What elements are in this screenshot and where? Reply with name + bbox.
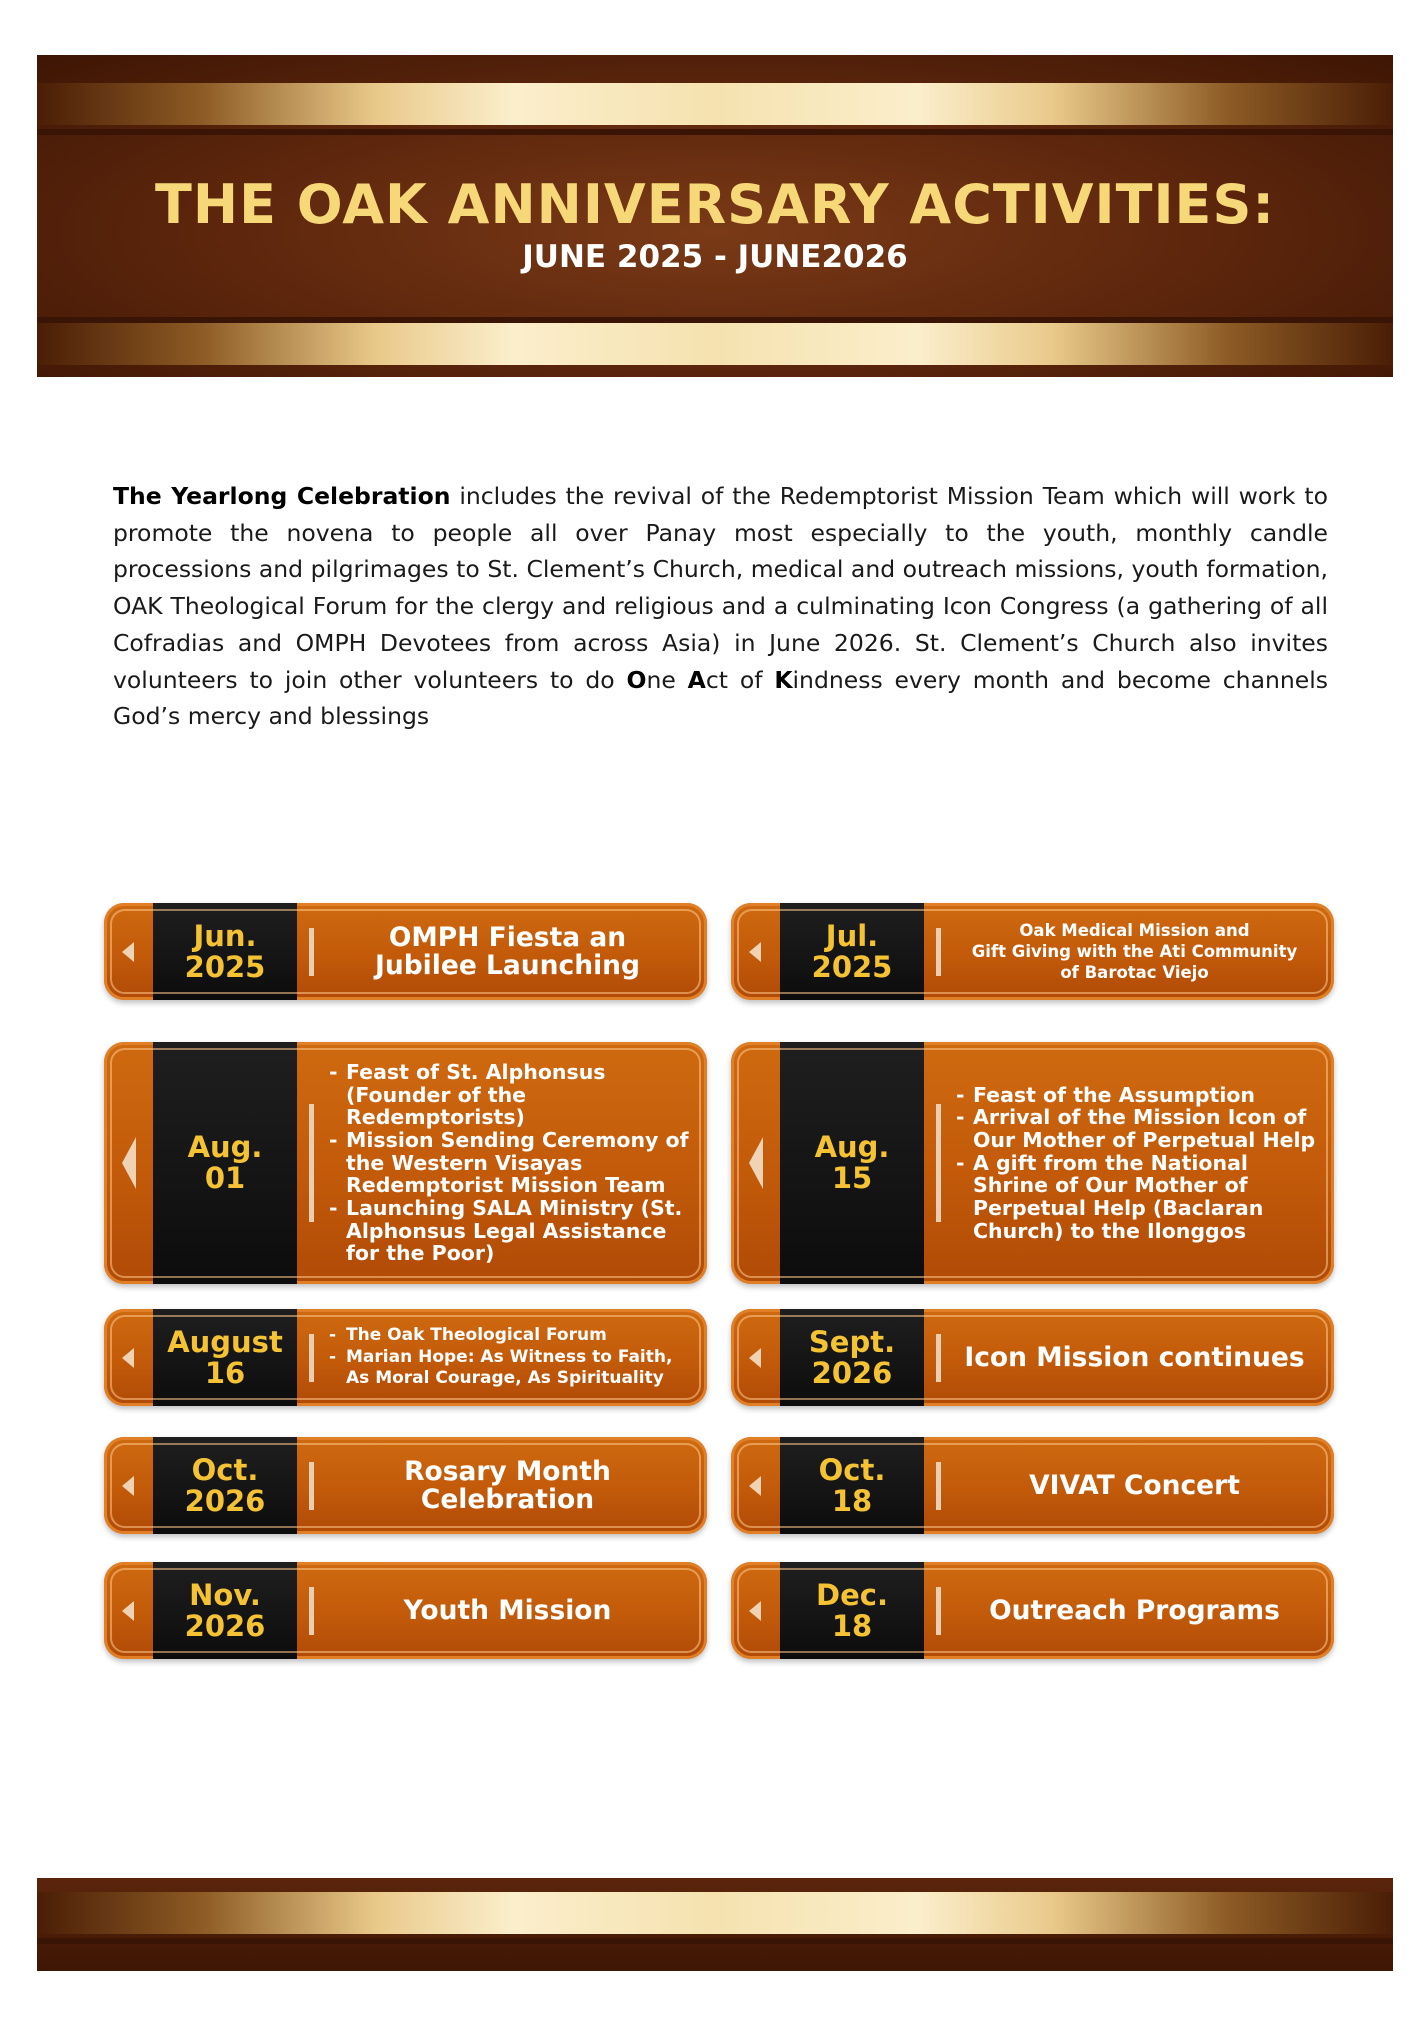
- event-date: [153, 1562, 297, 1659]
- title-line: Celebration: [420, 1483, 595, 1515]
- date-year: 2026: [184, 1608, 266, 1643]
- divider: [936, 1104, 941, 1222]
- event-date: [153, 1309, 297, 1406]
- list-item: - Arrival of the Mission Icon of Our Mother of Perpetual Help: [953, 1106, 1316, 1151]
- event-title: [953, 1562, 1316, 1659]
- list-item: - Feast of the Assumption: [953, 1084, 1316, 1107]
- title-line: VIVAT Concert: [1029, 1469, 1240, 1501]
- event-card-sept-2026: [731, 1309, 1334, 1406]
- event-card-nov-2026: [104, 1562, 707, 1659]
- event-date: [780, 1562, 924, 1659]
- date-month: Oct.: [818, 1452, 886, 1487]
- oak-initial-k: K: [774, 665, 793, 694]
- date-month: Jun.: [193, 918, 257, 953]
- oak-word-one: ne: [646, 665, 688, 694]
- title-line: Jubilee Launching: [374, 949, 641, 981]
- title-line: Gift Giving with the Ati Community: [971, 942, 1298, 961]
- event-card-dec-18: [731, 1562, 1334, 1659]
- date-year: 2025: [811, 949, 893, 984]
- date-month: Aug.: [814, 1130, 890, 1164]
- chevron-left-icon: [122, 1137, 136, 1189]
- oak-word-act: ct of: [705, 665, 775, 694]
- date-month: Dec.: [816, 1577, 888, 1612]
- event-date: [780, 1042, 924, 1284]
- intro-body: includes the revival of the Redemptorist Mission Team which will work to promote the novena to people all over Panay most especially to the youth, monthly candle processions and pilgrimages to St. Clement’s Church, medical and outreach missions, youth formation, OAK Theological Forum for the clergy and religious and a culminating Icon Congress (a gathering of all Cofradias and OMPH Devotees from across Asia) in June 2026. St. Clement’s Church also invites volunteers to join other volunteers to do: [113, 482, 1328, 694]
- list-item: - Launching SALA Ministry (St. Alphonsus Legal Assistance for the Poor): [326, 1197, 689, 1265]
- intro-paragraph: [113, 478, 1328, 735]
- title-line: Rosary Month: [404, 1455, 611, 1487]
- divider: [309, 1462, 314, 1510]
- event-title: [953, 1309, 1316, 1406]
- header-banner: [37, 55, 1393, 377]
- event-card-oct-18: [731, 1437, 1334, 1534]
- gold-ribbon-top: [37, 83, 1393, 125]
- divider: [936, 1334, 941, 1382]
- divider: [309, 928, 314, 976]
- date-day: 01: [204, 1161, 246, 1195]
- intro-lead: The Yearlong Celebration: [113, 482, 451, 510]
- event-title: [326, 1437, 689, 1534]
- date-day: 15: [831, 1161, 873, 1195]
- date-year: 2026: [811, 1355, 893, 1390]
- list-item: - A gift from the National Shrine of Our Mother of Perpetual Help (Baclaran Church) to the Ilonggos: [953, 1152, 1316, 1243]
- chevron-left-icon: [122, 1348, 134, 1368]
- chevron-left-icon: [122, 1601, 134, 1621]
- page-subtitle: JUNE 2025 - JUNE2026: [522, 239, 908, 275]
- chevron-left-icon: [749, 1348, 761, 1368]
- title-line: OMPH Fiesta an: [388, 921, 627, 953]
- ribbon-divider: [37, 129, 1393, 135]
- divider: [936, 1587, 941, 1635]
- divider: [309, 1104, 314, 1222]
- date-day: 18: [831, 1483, 873, 1518]
- event-title: [953, 1437, 1316, 1534]
- event-title: [953, 903, 1316, 1000]
- oak-initial-o: O: [626, 665, 647, 694]
- title-line: Oak Medical Mission and: [1019, 921, 1250, 940]
- event-items: [953, 1042, 1316, 1284]
- date-month: Nov.: [189, 1577, 261, 1612]
- list-item: - Feast of St. Alphonsus (Founder of the Redemptorists): [326, 1061, 689, 1129]
- event-card-jun-2025: [104, 903, 707, 1000]
- list-item: - The Oak Theological Forum: [326, 1325, 689, 1347]
- event-date: [153, 1437, 297, 1534]
- event-date: [153, 1042, 297, 1284]
- event-card-aug-16: [104, 1309, 707, 1406]
- ribbon-divider: [37, 1938, 1393, 1944]
- event-card-oct-2026: [104, 1437, 707, 1534]
- page-title: THE OAK ANNIVERSARY ACTIVITIES:: [155, 173, 1275, 236]
- date-day: 18: [831, 1608, 873, 1643]
- chevron-left-icon: [749, 1601, 761, 1621]
- oak-word-kindness: indness every month and become channels God’s mercy and blessings: [113, 665, 1328, 731]
- date-year: 2026: [184, 1483, 266, 1518]
- title-line: Youth Mission: [403, 1594, 612, 1626]
- chevron-left-icon: [122, 942, 134, 962]
- date-month: Oct.: [191, 1452, 259, 1487]
- chevron-left-icon: [122, 1476, 134, 1496]
- chevron-left-icon: [749, 1476, 761, 1496]
- event-card-aug-15: [731, 1042, 1334, 1284]
- gold-ribbon-bottom: [37, 323, 1393, 365]
- divider: [936, 1462, 941, 1510]
- event-date: [780, 903, 924, 1000]
- event-card-jul-2025: [731, 903, 1334, 1000]
- divider: [309, 1587, 314, 1635]
- date-month: Jul.: [825, 918, 879, 953]
- event-title: [326, 903, 689, 1000]
- gold-ribbon-footer: [37, 1892, 1393, 1934]
- date-month: Aug.: [187, 1130, 263, 1164]
- title-line: Icon Mission continues: [964, 1341, 1305, 1373]
- chevron-left-icon: [749, 942, 761, 962]
- chevron-left-icon: [749, 1137, 763, 1189]
- event-date: [780, 1309, 924, 1406]
- list-item: - Mission Sending Ceremony of the Western Visayas Redemptorist Mission Team: [326, 1129, 689, 1197]
- divider: [309, 1334, 314, 1382]
- date-month: Sept.: [808, 1324, 896, 1359]
- date-year: 2025: [184, 949, 266, 984]
- date-day: 16: [204, 1355, 246, 1390]
- date-month: August: [167, 1324, 283, 1359]
- event-items: [326, 1309, 689, 1406]
- footer-banner: [37, 1878, 1393, 1971]
- event-items: [326, 1042, 689, 1284]
- event-title: [326, 1562, 689, 1659]
- event-date: [153, 903, 297, 1000]
- title-line: of Barotac Viejo: [1060, 963, 1209, 982]
- title-line: Outreach Programs: [989, 1594, 1280, 1626]
- oak-initial-a: A: [687, 665, 706, 694]
- event-card-aug-01: [104, 1042, 707, 1284]
- divider: [936, 928, 941, 976]
- list-item: - Marian Hope: As Witness to Faith, As Moral Courage, As Spirituality: [326, 1347, 689, 1390]
- event-date: [780, 1437, 924, 1534]
